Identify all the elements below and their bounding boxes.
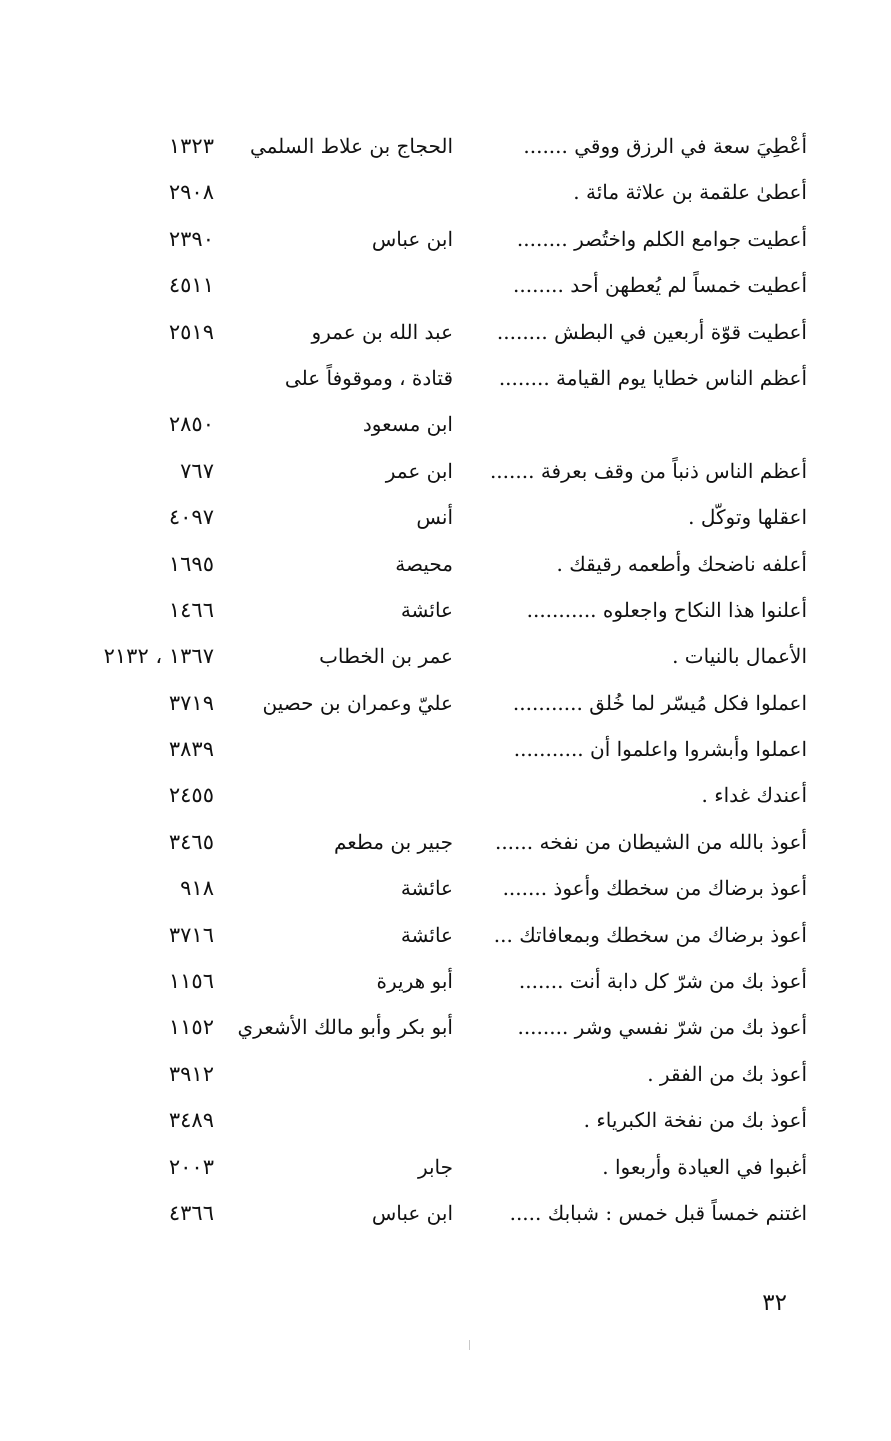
- hadith-number: ٧٦٧: [180, 458, 214, 483]
- hadith-first-words: اعملوا وأبشروا واعلموا أن ...........: [513, 737, 807, 762]
- narrator-name: عائشة: [400, 876, 453, 901]
- hadith-number: ١٦٩٥: [168, 551, 214, 576]
- hadith-number: ٢٣٩٠: [168, 226, 214, 251]
- narrator-name: عمر بن الخطاب: [319, 644, 453, 669]
- hadith-number: ١٣٢٣: [168, 134, 214, 158]
- index-entry-row: [0, 959, 891, 1005]
- hadith-number: ٢٥١٩: [168, 319, 214, 344]
- hadith-number: ٣٤٨٩: [168, 1108, 214, 1133]
- hadith-first-words: أعوذ برضاك من سخطك وأعوذ .......: [502, 876, 807, 901]
- hadith-first-words: أعطيت قوّة أربعين في البطش ........: [496, 319, 807, 344]
- hadith-number: ٣٨٣٩: [168, 737, 214, 762]
- hadith-first-words: أعظم الناس خطايا يوم القيامة ........: [498, 365, 807, 390]
- hadith-number: ٩١٨: [180, 876, 214, 901]
- index-entry-row: [0, 727, 891, 773]
- index-entry-row: [0, 263, 891, 309]
- hadith-number: ١١٥٦: [168, 969, 214, 994]
- index-entry-row: [0, 449, 891, 495]
- hadith-first-words: أعوذ بك من نفخة الكبرياء .: [583, 1108, 807, 1133]
- hadith-first-words: أعوذ برضاك من سخطك وبمعافاتك ...: [493, 922, 807, 947]
- narrator-name: ابن مسعود: [362, 412, 453, 437]
- narrator-name: محيصة: [395, 551, 453, 576]
- index-entry-row: [0, 217, 891, 263]
- hadith-number: ٣٩١٢: [168, 1061, 214, 1086]
- narrator-name: عليّ وعمران بن حصين: [262, 690, 453, 715]
- hadith-first-words: أعطيت خمساً لم يُعطهن أحد ........: [513, 273, 807, 298]
- narrator-name: ابن عمر: [385, 458, 453, 483]
- hadith-number: ٢٤٥٥: [168, 783, 214, 808]
- hadith-first-words: أعطىٰ علقمة بن علاثة مائة .: [573, 180, 807, 205]
- narrator-name: جابر: [417, 1154, 453, 1179]
- page-center-mark: [469, 1340, 470, 1350]
- narrator-name: أبو هريرة: [376, 969, 453, 994]
- index-entry-row: [0, 402, 891, 448]
- hadith-number: ٤٥١١: [168, 273, 214, 298]
- hadith-number: ٢٩٠٨: [168, 180, 214, 205]
- narrator-name: عائشة: [400, 597, 453, 622]
- index-entry-row: [0, 773, 891, 819]
- index-entry-row: [0, 681, 891, 727]
- hadith-first-words: أعطيت جوامع الكلم واختُصر ........: [516, 226, 807, 251]
- index-entry-row: [0, 356, 891, 402]
- index-entry-row: [0, 1098, 891, 1144]
- hadith-first-words: أعلنوا هذا النكاح واجعلوه ...........: [526, 597, 807, 622]
- index-entry-row: [0, 124, 891, 170]
- hadith-number: ٣٧١٩: [168, 690, 214, 715]
- hadith-first-words: اغتنم خمساً قبل خمس : شبابك .....: [509, 1200, 807, 1225]
- hadith-number: ٣٤٦٥: [168, 829, 214, 854]
- index-entry-row: [0, 1145, 891, 1191]
- index-entry-row: [0, 588, 891, 634]
- hadith-number: ٣٧١٦: [168, 922, 214, 947]
- narrator-name: جبير بن مطعم: [333, 829, 453, 854]
- index-entry-row: [0, 634, 891, 680]
- hadith-first-words: الأعمال بالنيات .: [672, 644, 807, 669]
- index-entry-row: [0, 866, 891, 912]
- narrator-name: أبو بكر وأبو مالك الأشعري: [237, 1015, 453, 1040]
- hadith-first-words: أُعْطِيَ سعة في الرزق ووقي .......: [523, 134, 807, 158]
- hadith-number: ٤٣٦٦: [168, 1200, 214, 1225]
- index-entry-row: [0, 820, 891, 866]
- narrator-name: عبد الله بن عمرو: [311, 319, 453, 344]
- hadith-number: ١٤٦٦: [168, 597, 214, 622]
- index-entry-row: [0, 542, 891, 588]
- narrator-name: قتادة ، وموقوفاً على: [284, 365, 453, 390]
- index-entry-row: [0, 495, 891, 541]
- hadith-number: ١٣٦٧ ، ٢١٣٢: [103, 644, 214, 669]
- hadith-number: ٤٠٩٧: [168, 505, 214, 530]
- index-entry-row: [0, 170, 891, 216]
- hadith-first-words: أعوذ بك من شرّ نفسي وشر ........: [517, 1015, 807, 1040]
- narrator-name: ابن عباس: [371, 226, 453, 251]
- hadith-first-words: أعوذ بك من شرّ كل دابة أنت .......: [518, 969, 807, 994]
- hadith-first-words: اعقلها وتوكّل .: [688, 505, 807, 530]
- narrator-name: ابن عباس: [371, 1200, 453, 1225]
- narrator-name: أنس: [416, 505, 453, 530]
- hadith-first-words: أعظم الناس ذنباً من وقف بعرفة .......: [489, 458, 807, 483]
- hadith-first-words: أعوذ بالله من الشيطان من نفخه ......: [494, 829, 807, 854]
- index-entry-row: [0, 1052, 891, 1098]
- index-entry-row: [0, 913, 891, 959]
- hadith-first-words: أعوذ بك من الفقر .: [647, 1061, 807, 1086]
- hadith-first-words: أعندك غداء .: [701, 783, 807, 808]
- hadith-first-words: أغبوا في العيادة وأربعوا .: [602, 1154, 807, 1179]
- hadith-number: ٢٨٥٠: [168, 412, 214, 437]
- hadith-index-list: [0, 124, 891, 1237]
- narrator-name: عائشة: [400, 922, 453, 947]
- index-entry-row: [0, 1191, 891, 1237]
- index-entry-row: [0, 1005, 891, 1051]
- page-number: ٣٢: [762, 1290, 787, 1316]
- hadith-number: ٢٠٠٣: [168, 1154, 214, 1179]
- index-entry-row: [0, 310, 891, 356]
- hadith-first-words: أعلفه ناضحك وأطعمه رقيقك .: [556, 551, 807, 576]
- narrator-name: الحجاج بن علاط السلمي: [249, 134, 453, 158]
- hadith-number: ١١٥٢: [168, 1015, 214, 1040]
- hadith-first-words: اعملوا فكل مُيسّر لما خُلق ...........: [512, 690, 807, 715]
